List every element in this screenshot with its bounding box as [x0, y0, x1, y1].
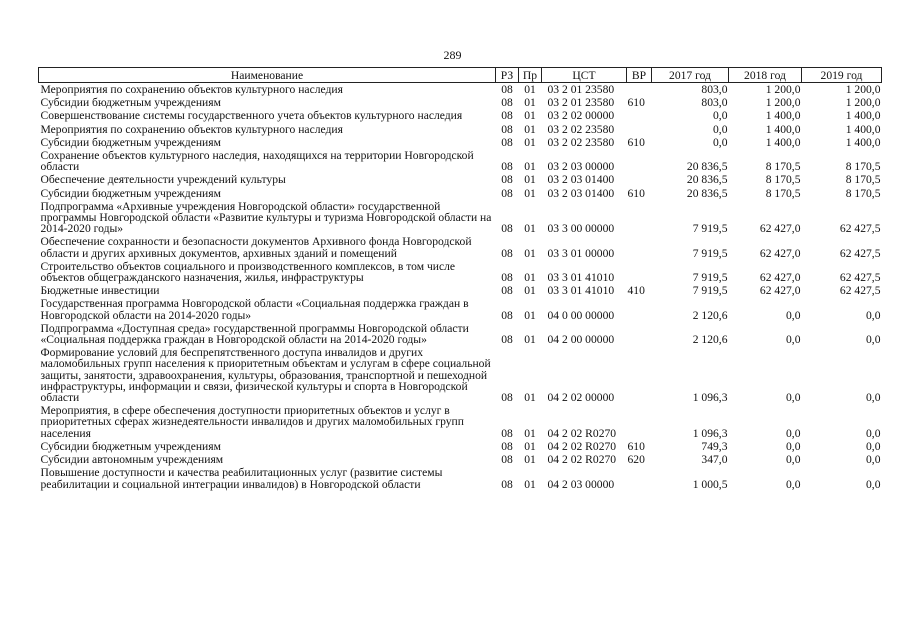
page-number: 289: [443, 48, 462, 62]
row-vr: [627, 173, 652, 186]
row-pr: 01: [524, 477, 536, 491]
row-2017: 1 000,5: [692, 477, 728, 491]
row-rz: 08: [501, 477, 513, 491]
header-2019: 2019 год: [802, 68, 882, 83]
row-2018: 62 427,0: [759, 271, 801, 285]
row-2017: 1 096,3: [692, 391, 728, 405]
row-name: Субсидии бюджетным учреждениям: [40, 135, 221, 149]
row-name: Мероприятия по сохранению объектов культурного наследия: [40, 83, 343, 96]
row-vr: 620: [627, 453, 645, 467]
row-rz: 08: [501, 160, 513, 174]
row-2019: 0,0: [866, 477, 881, 491]
row-2018: 8 170,5: [765, 186, 801, 200]
row-rz: 08: [501, 222, 513, 236]
row-2019: 62 427,5: [839, 271, 881, 285]
row-2017: 2 120,6: [692, 308, 728, 322]
row-pr: 01: [524, 246, 536, 260]
table-row: [39, 284, 882, 297]
row-cst: 03 2 03 01400: [547, 173, 615, 187]
row-cst: 04 2 02 00000: [547, 391, 615, 405]
table-row: [39, 187, 882, 200]
header-rz: РЗ: [496, 68, 519, 83]
row-2017: 803,0: [701, 96, 728, 110]
row-vr: [627, 109, 652, 122]
table-row: [39, 123, 882, 136]
table-row: [39, 297, 882, 321]
table-row: [39, 453, 882, 466]
row-2019: 62 427,5: [839, 284, 881, 298]
row-vr: [627, 297, 652, 321]
row-name: Субсидии бюджетным учреждениям: [40, 186, 221, 200]
row-vr: [627, 322, 652, 346]
row-rz: 08: [501, 135, 513, 149]
row-pr: 01: [524, 122, 536, 136]
header-2018: 2018 год: [729, 68, 802, 83]
row-vr: [627, 235, 652, 259]
row-2018: 1 200,0: [765, 83, 801, 96]
row-cst: 03 3 00 00000: [547, 222, 615, 236]
row-2017: 0,0: [713, 135, 728, 149]
row-cst: 04 2 02 R0270: [547, 453, 617, 467]
row-cst: 03 2 03 00000: [547, 160, 615, 174]
row-vr: [627, 149, 652, 173]
row-cst: 03 2 02 23580: [547, 135, 615, 149]
row-2019: 0,0: [866, 453, 881, 467]
table-row: [39, 149, 882, 173]
row-2019: 8 170,5: [845, 173, 881, 187]
row-2018: 0,0: [786, 391, 801, 405]
row-pr: 01: [524, 160, 536, 174]
table-row: [39, 200, 882, 236]
header-2017: 2017 год: [652, 68, 729, 83]
row-name: Подпрограмма «Доступная среда» государственной программы Новгородской области «Социальная поддержка граждан в Новгородской области на 2014-2020 годы»: [40, 321, 469, 347]
row-2019: 1 200,0: [845, 83, 881, 96]
header-pr: Пр: [519, 68, 542, 83]
row-2018: 62 427,0: [759, 284, 801, 298]
row-rz: 08: [501, 271, 513, 285]
table-body: [39, 83, 882, 491]
header-name: Наименование: [39, 68, 496, 83]
row-name: Бюджетные инвестиции: [40, 284, 160, 298]
table-row: [39, 322, 882, 346]
row-2018: 1 200,0: [765, 96, 801, 110]
row-2017: 7 919,5: [692, 284, 728, 298]
row-2017: 7 919,5: [692, 246, 728, 260]
row-pr: 01: [524, 222, 536, 236]
table-row: [39, 173, 882, 186]
table-header-row: [39, 68, 882, 83]
row-2017: 0,0: [713, 109, 728, 123]
row-cst: 03 2 03 01400: [547, 186, 615, 200]
row-vr: 610: [627, 135, 645, 149]
row-2017: 7 919,5: [692, 271, 728, 285]
table-row: [39, 440, 882, 453]
row-2019: 1 200,0: [845, 96, 881, 110]
row-pr: 01: [524, 391, 536, 405]
row-pr: 01: [524, 284, 536, 298]
row-rz: 08: [501, 333, 513, 347]
row-2019: 8 170,5: [845, 160, 881, 174]
row-2017: 803,0: [701, 83, 728, 96]
table-row: [39, 346, 882, 404]
row-pr: 01: [524, 83, 536, 96]
row-rz: 08: [501, 391, 513, 405]
row-name: Субсидии автономным учреждениям: [40, 453, 224, 467]
table-row: [39, 136, 882, 149]
row-rz: 08: [501, 426, 513, 440]
row-2017: 20 836,5: [686, 186, 728, 200]
row-cst: 03 3 01 41010: [547, 284, 615, 298]
row-2017: 20 836,5: [686, 173, 728, 187]
budget-table: [38, 67, 882, 491]
row-pr: 01: [524, 453, 536, 467]
row-rz: 08: [501, 453, 513, 467]
row-2018: 8 170,5: [765, 160, 801, 174]
row-rz: 08: [501, 284, 513, 298]
row-vr: [627, 123, 652, 136]
row-pr: 01: [524, 426, 536, 440]
row-pr: 01: [524, 439, 536, 453]
row-name: Обеспечение деятельности учреждений культуры: [40, 173, 286, 187]
row-2018: 1 400,0: [765, 109, 801, 123]
row-cst: 04 2 03 00000: [547, 477, 615, 491]
row-name: Обеспечение сохранности и безопасности документов Архивного фонда Новгородской области и других архивных документов, архивных зданий и помещений: [40, 235, 472, 260]
row-name: Формирование условий для беспрепятственного доступа инвалидов и других маломобильных групп населения к приоритетным объектам и услугам в сфере социальной защиты, занятости, здравоохранения, культуры, образования, транспортной и пешеходной инфраструктуры, информации и связи, физической культуры и спорта в Новгородской области: [40, 346, 491, 405]
row-vr: [627, 404, 652, 440]
row-vr: 610: [627, 439, 645, 453]
row-name: Мероприятия по сохранению объектов культурного наследия: [40, 122, 343, 136]
row-2019: 62 427,5: [839, 222, 881, 236]
row-name: Сохранение объектов культурного наследия, находящихся на территории Новгородской области: [40, 149, 474, 174]
table-row: [39, 260, 882, 284]
row-rz: 08: [501, 173, 513, 187]
row-name: Совершенствование системы государственного учета объектов культурного наследия: [40, 109, 463, 123]
row-2018: 0,0: [786, 308, 801, 322]
row-2019: 0,0: [866, 308, 881, 322]
row-2017: 2 120,6: [692, 333, 728, 347]
row-cst: 04 0 00 00000: [547, 308, 615, 322]
row-vr: 610: [627, 96, 645, 110]
row-2019: 0,0: [866, 439, 881, 453]
row-cst: 03 3 01 41010: [547, 271, 615, 285]
row-pr: 01: [524, 333, 536, 347]
row-cst: 03 2 02 23580: [547, 122, 615, 136]
header-cst: ЦСТ: [542, 68, 627, 83]
row-name: Государственная программа Новгородской области «Социальная поддержка граждан в Новгородской области на 2014-2020 годы»: [40, 297, 469, 322]
row-rz: 08: [501, 186, 513, 200]
row-2018: 0,0: [786, 477, 801, 491]
table-row: [39, 466, 882, 490]
row-vr: [627, 260, 652, 284]
row-rz: 08: [501, 96, 513, 110]
row-rz: 08: [501, 246, 513, 260]
table-row: [39, 235, 882, 259]
row-2019: 1 400,0: [845, 109, 881, 123]
row-name: Субсидии бюджетным учреждениям: [40, 96, 221, 110]
row-pr: 01: [524, 271, 536, 285]
row-2018: 8 170,5: [765, 173, 801, 187]
table-row: [39, 96, 882, 109]
row-vr: [627, 466, 652, 490]
row-rz: 08: [501, 439, 513, 453]
row-pr: 01: [524, 109, 536, 123]
row-2018: 0,0: [786, 453, 801, 467]
row-2017: 749,3: [701, 439, 728, 453]
row-name: Строительство объектов социального и производственного комплексов, в том числе объектов общегражданского назначения, жилья, инфраструктуры: [40, 259, 456, 285]
row-cst: 04 2 00 00000: [547, 333, 615, 347]
row-2018: 0,0: [786, 439, 801, 453]
row-pr: 01: [524, 186, 536, 200]
row-2018: 0,0: [786, 426, 801, 440]
row-2019: 62 427,5: [839, 246, 881, 260]
row-pr: 01: [524, 173, 536, 187]
row-2019: 0,0: [866, 333, 881, 347]
row-2019: 0,0: [866, 391, 881, 405]
table-row: [39, 109, 882, 122]
row-pr: 01: [524, 96, 536, 110]
row-name: Подпрограмма «Архивные учреждения Новгородской области» государственной программы Новгородской области «Развитие культуры и туризма Новгородской области на 2014-2020 годы»: [40, 199, 492, 236]
row-cst: 03 2 02 00000: [547, 109, 615, 123]
row-vr: [627, 200, 652, 236]
row-rz: 08: [501, 83, 513, 96]
table-row: [39, 404, 882, 440]
row-2019: 8 170,5: [845, 186, 881, 200]
row-2017: 7 919,5: [692, 222, 728, 236]
row-2018: 0,0: [786, 333, 801, 347]
row-2018: 1 400,0: [765, 122, 801, 136]
row-2018: 62 427,0: [759, 222, 801, 236]
row-2019: 1 400,0: [845, 135, 881, 149]
row-2017: 347,0: [701, 453, 728, 467]
row-2019: 0,0: [866, 426, 881, 440]
row-2019: 1 400,0: [845, 122, 881, 136]
row-2018: 1 400,0: [765, 135, 801, 149]
table-row: [39, 83, 882, 97]
row-pr: 01: [524, 308, 536, 322]
row-name: Субсидии бюджетным учреждениям: [40, 439, 221, 453]
row-cst: 03 2 01 23580: [547, 83, 615, 96]
row-rz: 08: [501, 109, 513, 123]
row-2017: 0,0: [713, 122, 728, 136]
row-2017: 20 836,5: [686, 160, 728, 174]
row-pr: 01: [524, 135, 536, 149]
row-cst: 04 2 02 R0270: [547, 426, 617, 440]
row-vr: [627, 83, 652, 97]
row-cst: 03 3 01 00000: [547, 246, 615, 260]
row-vr: [627, 346, 652, 404]
row-2018: 62 427,0: [759, 246, 801, 260]
row-rz: 08: [501, 308, 513, 322]
row-name: Повышение доступности и качества реабилитационных услуг (развитие системы реабилитации и социальной интеграции инвалидов) в Новгородской области: [40, 466, 443, 491]
row-name: Мероприятия, в сфере обеспечения доступности приоритетных объектов и услуг в приоритетных сферах жизнедеятельности инвалидов и других маломобильных групп населения: [40, 404, 464, 440]
row-cst: 04 2 02 R0270: [547, 439, 617, 453]
row-rz: 08: [501, 122, 513, 136]
row-vr: 410: [627, 284, 645, 298]
row-vr: 610: [627, 186, 645, 200]
row-cst: 03 2 01 23580: [547, 96, 615, 110]
header-vr: ВР: [627, 68, 652, 83]
row-2017: 1 096,3: [692, 426, 728, 440]
